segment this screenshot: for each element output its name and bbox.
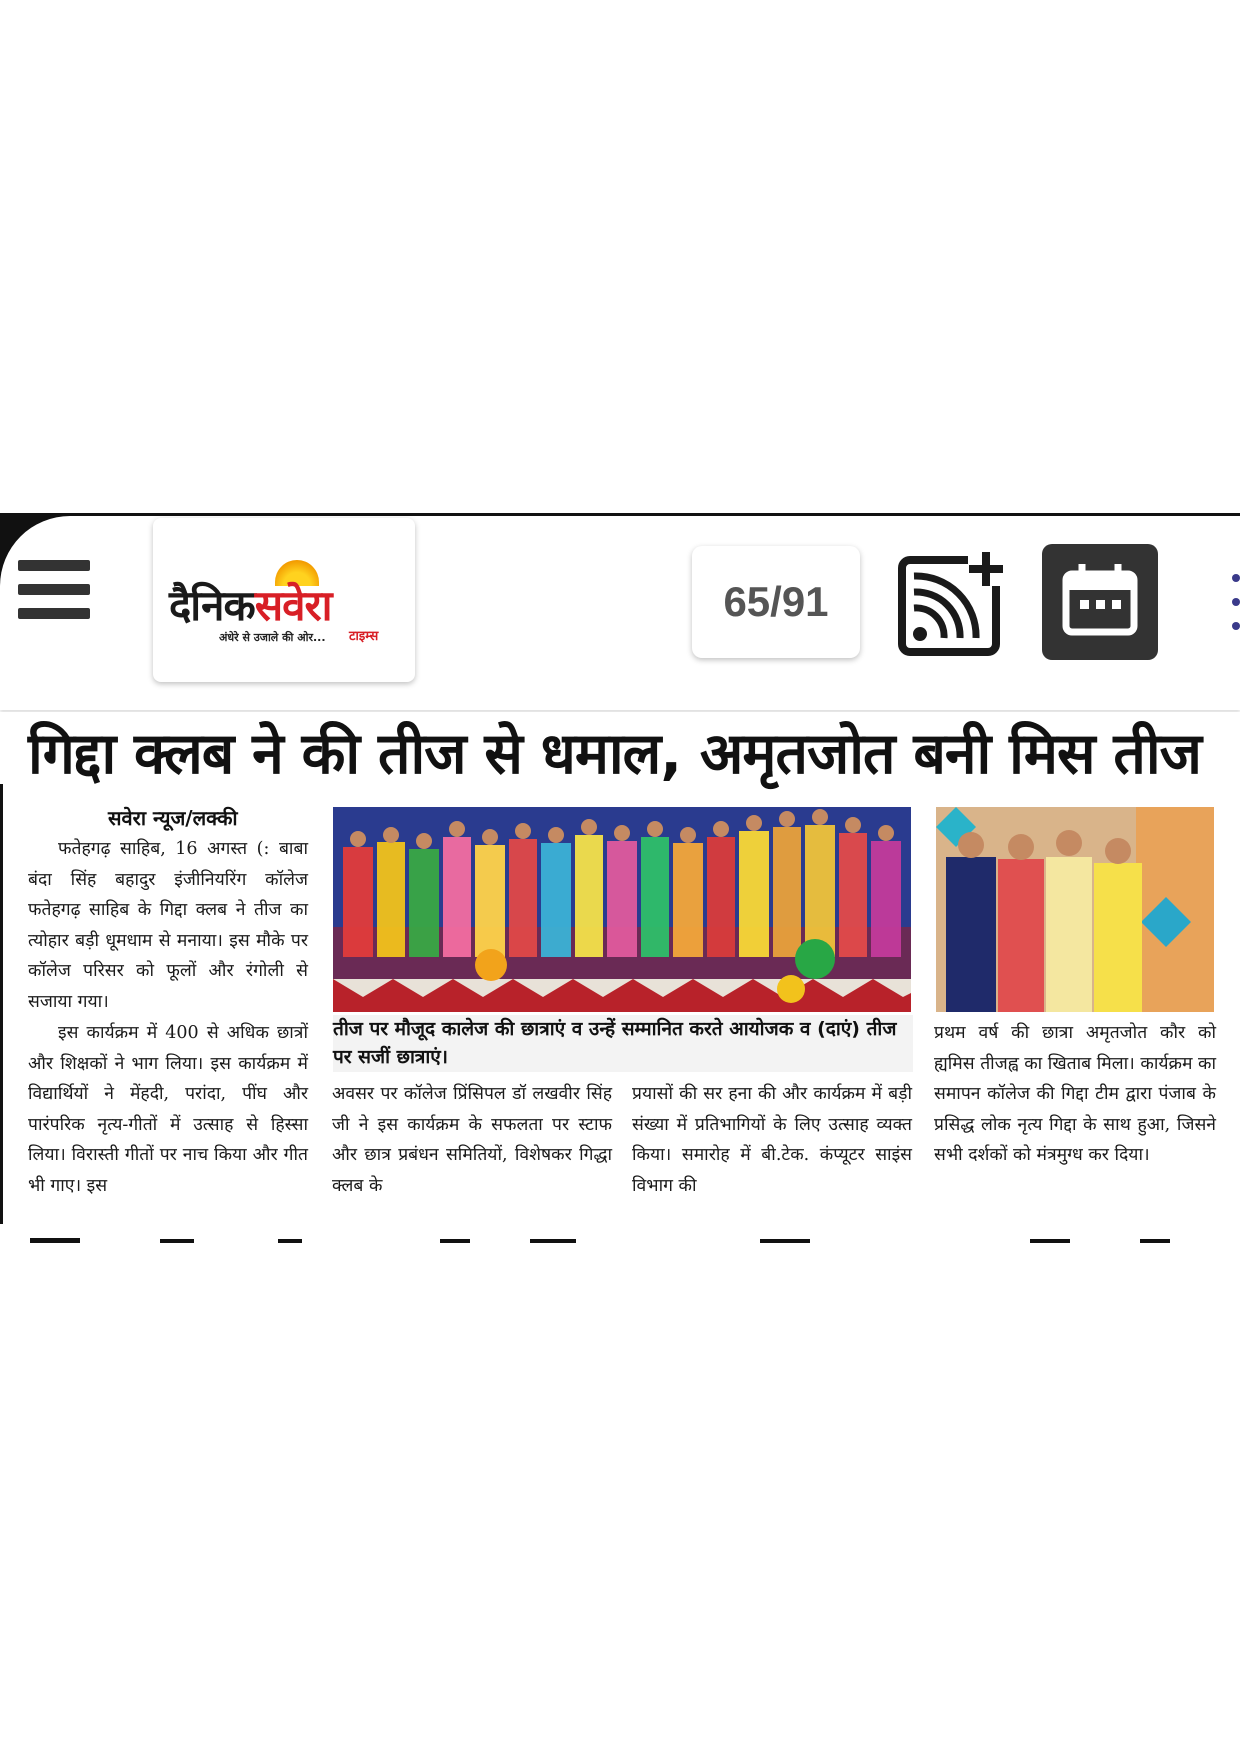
news-clipping[interactable] [0, 712, 1240, 1242]
paragraph-5: प्रथम वर्ष की छात्रा अमृतजोत कौर को ह्यमिस तीजह्व का खिताब मिला। कार्यक्रम का समापन कॉलेज की गिद्दा टीम द्वारा पंजाब के प्रसिद्ध लोक नृत्य गिद्दा के साथ हुआ, जिसने सभी दर्शकों को मंत्रमुग्ध कर दिया। [934, 1023, 1216, 1165]
column-rule [0, 784, 3, 1224]
page-counter[interactable]: 65/91 [692, 546, 860, 658]
hamburger-icon[interactable] [18, 560, 90, 624]
logo-text [169, 576, 332, 633]
calendar-icon[interactable] [1042, 544, 1158, 660]
winners-photo [936, 807, 1214, 1012]
paragraph-1: फतेहगढ़ साहिब, 16 अगस्त (: बाबा बंदा सिंह बहादुर इंजीनियरिंग कॉलेज फतेहगढ़ साहिब के गिद्दा क्लब ने तीज का त्योहार बड़ी धूमधाम से मनाया। इस मौके पर कॉलेज परिसर को फूलों और रंगोली से सजाया गया। [28, 839, 308, 1012]
logo[interactable] [153, 518, 415, 682]
headline: गिद्दा क्लब ने की तीज से धमाल, अमृतजोत बनी मिस तीज [28, 721, 1201, 787]
logo-tagline-times: टाइम्स [349, 629, 379, 644]
paragraph-4: प्रयासों की सर हना की और कार्यक्रम में बड़ी संख्या में प्रतिभागियों के लिए उत्साह व्यक्त किया। समारोह में बी.टेक. कंप्यूटर साइंस विभाग की [632, 1084, 912, 1196]
column-2 [332, 1079, 612, 1201]
photo-caption: तीज पर मौजूद कालेज की छात्राएं व उन्हें सम्मानित करते आयोजक व (दाएं) तीज पर सजीं छात्राएं। [333, 1015, 913, 1072]
logo-name-part2: सवेरा [254, 581, 332, 630]
column-3 [632, 1079, 912, 1201]
byline: सवेरा न्यूज/लक्की [108, 806, 238, 830]
column-1-top [28, 834, 308, 1017]
paragraph-3: अवसर पर कॉलेज प्रिंसिपल डॉ लखवीर सिंह जी ने इस कार्यक्रम के सफलता पर स्टाफ और छात्र प्रबंधन समितियों, विशेषकर गिद्धा क्लब के [332, 1084, 612, 1196]
more-vertical-icon[interactable] [1232, 574, 1240, 644]
group-photo [333, 807, 911, 1012]
app-header [0, 516, 1240, 710]
add-feed-icon[interactable] [898, 546, 1006, 658]
paragraph-2: इस कार्यक्रम में 400 से अधिक छात्रों और शिक्षकों ने भाग लिया। इस कार्यक्रम में विद्यार्थियों ने मेंहदी, परांदा, पींघ और पारंपरिक नृत्य-गीतों में उत्साह से हिस्सा लिया। विरास्ती गीतों पर नाच किया और गीत भी गाए। इस [28, 1023, 308, 1196]
column-4 [934, 1018, 1216, 1171]
next-headline-peek [30, 1236, 1210, 1244]
logo-name-part1: दैनिक [169, 581, 255, 630]
column-1-bottom [28, 1018, 308, 1201]
logo-tagline: अंधेरे से उजाले की ओर... [219, 631, 326, 644]
